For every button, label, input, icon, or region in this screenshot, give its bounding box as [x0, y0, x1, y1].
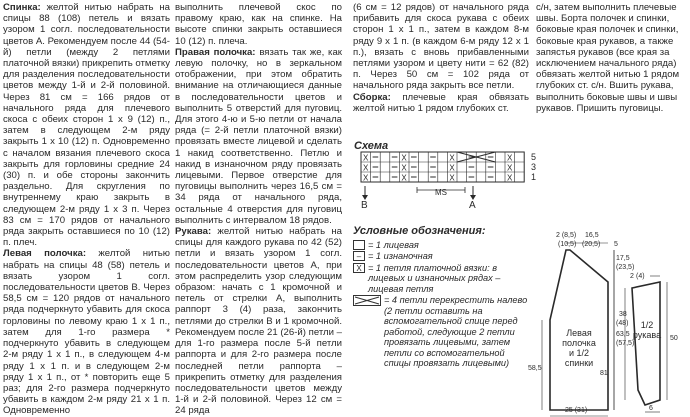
row-number-3: 3	[531, 162, 537, 172]
legend-cable: = 4 петли перекрестить налево (2 петли оставить на вспомогательной спице перед работой, следующие 2 петли провязать лицевыми, затем петли со вспомогательной спицы провязать лицевыми)	[353, 295, 533, 369]
svg-text:1/2: 1/2	[640, 320, 654, 330]
row-number-5: 5	[531, 152, 537, 162]
row-number-1: 1	[531, 172, 537, 182]
instructions-column-4-paragraph: с/н, затем выполнить плечевые швы. Борта полочек и спинки, боковые края полочек и спинки, боковые края рукавов, а также запястья рукавов (все края за исключением начального ряда) обвязать желтой нитью 1 рядом глубоких ст. с/н. Вшить рукава, выполнить боковые швы и швы рукавов. Пришить пуговицы.	[536, 2, 680, 114]
cable-symbol-icon	[353, 295, 381, 307]
garter-stitch-mark: X	[363, 173, 369, 183]
instructions-column-1-paragraph: Спинка: желтой нитью набрать на спицы 88 (108) петель и вязать узором 1 согл. последовательности цветов А. Рекомендуем после 44 (54-й) петли (между 2 петлями платочной вязки) прикрепить отметку для разделения последовательности цветов между 1-й и 2-й половиной. Через 81 см = 166 рядов от начального ряда для плечевого скоса с обеих сторон 1 х 9 (12) п., затем в следующем 2-м ряду закрыть 1 х 10 (12) п. Одновременно с началом вязания плечевого скоса закрыть для горловины средние 24 (30) п. и обе стороны закончить раздельно. Для скругления по внутреннему краю закрыть в следующем 2-м ряду 1 х 3 п. Через 83 см = 170 рядов от начального ряда закрыть оставшиеся по 10 (12) п. плеч.	[3, 2, 171, 249]
schema-chart	[355, 150, 545, 210]
instructions-column-1	[3, 2, 170, 417]
legend-garter: X = 1 петля платочной вязки: в лицевых и изнаночных рядах – лицевая петля	[353, 263, 533, 295]
svg-text:(48): (48)	[616, 320, 629, 327]
legend-title: Условные обозначения:	[353, 225, 486, 237]
garment-pattern	[528, 232, 690, 415]
svg-text:полочка: полочка	[562, 338, 596, 348]
garter-stitch-mark: X	[363, 153, 369, 163]
instructions-column-2-paragraph: Рукава: желтой нитью набрать на спицы для каждого рукава по 42 (52) петли и вязать узором 1 согл. последовательности цветов А, при этом распределить узор следующим образом: начать с 1 кромочной и петель от стрелки А, выполнить раппорт 3 (4) раза, закончить петлями до стрелки В и 1 кромочной. Рекомендуем после 21 (26-й) петли – для 1-го размера после 5-й петли раппорта и для 2-го размера после последней петли раппорта – прикрепить отметку для разделения последовательности цветов между 1-й и 2-й половиной. Через 12 см = 24 ряда	[175, 226, 342, 417]
instructions-column-1-paragraph: Левая полочка: желтой нитью набрать на спицы 48 (58) петель и вязать узором 1 согл. последовательности цветов В. Через 58,5 см = 120 рядов от начального ряда подчеркнуто убавить для скоса горловины по левому краю 1 х 1 п., затем для 1-го размера * подчеркнуто убавить в следующем 2-м ряду 1 х 1 п., в следующем 4-м ряду 1 х 1 п. и в следующем 2-м ряду 1 х 1 п., от * повторить еще 5 раз; для 2-го размера подчеркнуто убавить в каждом 2-м ряду 21 х 1 п. Одновременно	[3, 248, 170, 417]
svg-text:и 1/2: и 1/2	[568, 348, 590, 358]
instructions-column-3	[353, 2, 529, 114]
svg-text:5: 5	[614, 241, 618, 248]
garter-stitch-mark: X	[449, 153, 455, 163]
legend-symbol-garter: X	[353, 263, 365, 273]
schema-grid	[361, 152, 524, 182]
garter-stitch-mark: X	[401, 173, 407, 183]
garter-stitch-mark: X	[401, 163, 407, 173]
garter-stitch-mark: X	[449, 163, 455, 173]
svg-text:спинки: спинки	[564, 358, 594, 368]
legend-symbol-knit	[353, 240, 365, 250]
svg-text:63,5: 63,5	[616, 331, 630, 338]
garter-stitch-mark: X	[449, 173, 455, 183]
svg-text:рукава: рукава	[632, 330, 662, 340]
svg-text:(23,5): (23,5)	[616, 264, 635, 271]
legend-purl: – = 1 изнаночная	[353, 251, 533, 262]
svg-text:16,5: 16,5	[585, 232, 599, 239]
svg-text:17,5: 17,5	[616, 255, 630, 262]
svg-text:(57,5): (57,5)	[616, 340, 635, 347]
garter-stitch-mark: X	[507, 173, 513, 183]
svg-text:38: 38	[619, 311, 627, 318]
svg-text:2: 2	[630, 273, 634, 280]
svg-text:6: 6	[649, 405, 653, 412]
svg-text:50: 50	[670, 335, 678, 342]
svg-text:58,5: 58,5	[528, 365, 542, 372]
legend	[353, 226, 533, 370]
arrow-a-label: A	[469, 200, 476, 210]
instructions-column-3-paragraph: (6 см = 12 рядов) от начального ряда прибавить для скоса рукава с обеих сторон 1 х 1 п., затем в каждом 8-м ряду 9 х 1 п. (в каждом 6-м ряду 12 х 1 п.), вязать с вновь прибавленными петлями узором и цвету нити = 62 (82) п. Через 50 см = 102 ряда от начального ряда закрыть все петли.	[353, 2, 529, 92]
legend-symbol-purl: –	[353, 251, 365, 261]
svg-text:(10,5): (10,5)	[558, 241, 577, 248]
svg-text:(20,5): (20,5)	[582, 241, 601, 248]
svg-text:(4): (4)	[636, 273, 645, 280]
svg-text:Левая: Левая	[566, 328, 592, 338]
svg-text:25 (31): 25 (31)	[565, 407, 588, 414]
garter-stitch-mark: X	[507, 153, 513, 163]
instructions-column-2-paragraph: Правая полочка: вязать так же, как левую полочку, но в зеркальном отображении, при этом обратить внимание на отличающиеся данные в последовательности цветов и выполнить 5 отверстий для пуговиц. Для этого 4-ю и 5-ю петли от начала ряда (= 2-й петли платочной вязки) провязать вместе лицевой и сделать 1 накид соответственно. Петлю и накид в изнаночном ряду провязать лицевыми. Первое отверстие для пуговицы выполнить через 16,5 см = 34 ряда от начального ряда, остальные 4 отверстия для пуговиц выполнить с интервалом 18 рядов.	[175, 46, 342, 226]
svg-text:81: 81	[600, 370, 608, 377]
instructions-column-4	[536, 2, 686, 114]
garter-stitch-mark: X	[507, 163, 513, 173]
instructions-column-2	[175, 2, 342, 417]
instructions-column-2-paragraph: выполнить плечевой скос по правому краю, как на спинке. На высоте спинки закрыть оставшиеся 10 (12) п. плеча.	[175, 2, 342, 47]
instructions-column-3-paragraph: Сборка: плечевые края обвязать желтой нитью 1 рядом глубоких ст.	[353, 91, 529, 114]
legend-knit: = 1 лицевая	[353, 240, 533, 251]
arrow-b-label: B	[361, 200, 368, 210]
garter-stitch-mark: X	[363, 163, 369, 173]
svg-text:2 (8,5): 2 (8,5)	[556, 232, 577, 239]
schema-title: Схема	[354, 140, 389, 152]
ms-label: MS	[435, 188, 447, 197]
garter-stitch-mark: X	[401, 153, 407, 163]
